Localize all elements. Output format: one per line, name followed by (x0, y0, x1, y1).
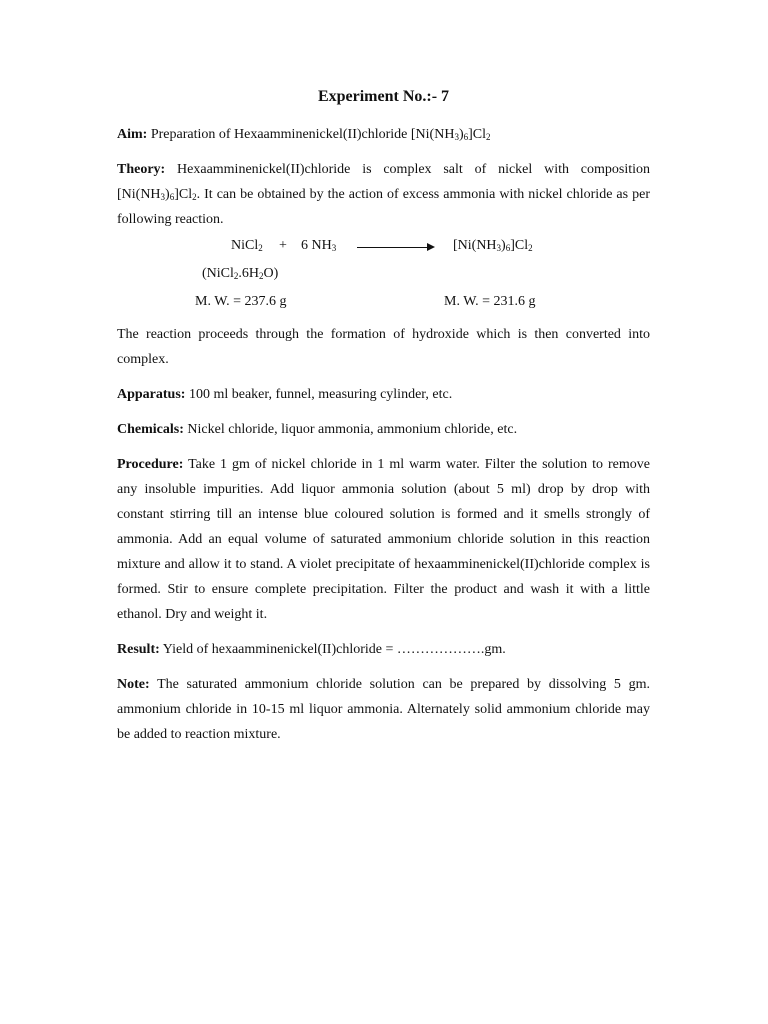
reactant-nh3-main: 6 NH (301, 238, 332, 253)
apparatus-text: 100 ml beaker, funnel, measuring cylinder, etc. (185, 387, 453, 402)
product-text: ]Cl (510, 238, 529, 253)
aim-section (117, 122, 650, 147)
note-section (117, 672, 650, 747)
reaction-arrow-icon (357, 247, 433, 248)
reactant-nicl2-sub: 2 (258, 243, 263, 253)
theory-text: Hexaamminenickel(II)chloride is complex salt of nickel with composition [Ni(NH (117, 162, 650, 202)
reactant-nicl2 (231, 238, 263, 254)
product-sub: 6 (505, 243, 511, 253)
reaction-note: The reaction proceeds through the formation of hydroxide which is then converted into complex. (117, 327, 650, 367)
page-title: Experiment No.:- 7 (317, 88, 450, 105)
aim-sub: 6 (463, 132, 469, 142)
theory-sub: 6 (169, 192, 175, 202)
aim-sub: 2 (486, 132, 491, 142)
hydrate-sub: 2 (259, 271, 264, 281)
result-text: Yield of hexaamminenickel(II)chloride = ……………….gm. (159, 642, 506, 657)
result-label: Result: (117, 642, 160, 657)
theory-sub: 3 (160, 192, 166, 202)
theory-label: Theory: (117, 162, 166, 177)
note-text: The saturated ammonium chloride solution can be prepared by dissolving 5 gm. ammonium chloride in 10-15 ml liquor ammonia. Alternately solid ammonium chloride may be added to reaction mixture. (117, 677, 650, 742)
procedure-section (117, 452, 650, 627)
aim-label: Aim: (117, 127, 148, 142)
theory-text: ]Cl (174, 187, 193, 202)
aim-text-mid: ) (458, 127, 464, 142)
product-sub: 3 (496, 243, 502, 253)
reactant-nh3 (301, 238, 336, 254)
aim-text: Preparation of Hexaamminenickel(II)chloride [Ni(NH (147, 127, 455, 142)
apparatus-section (117, 382, 650, 407)
hydrate-text: .6H (238, 266, 260, 281)
product-complex (453, 238, 533, 254)
mw-reactant: M. W. = 237.6 g (195, 294, 287, 309)
theory-section (117, 157, 650, 232)
procedure-label: Procedure: (117, 457, 184, 472)
procedure-text: Take 1 gm of nickel chloride in 1 ml warm water. Filter the solution to remove any insoluble impurities. Add liquor ammonia solution (about 5 ml) drop by drop with constant stirring till an intense blue coloured solution is formed and it smells strongly of ammonia. Add an equal volume of saturated ammonium chloride solution in this reaction mixture and allow it to stand. A violet precipitate of hexaamminenickel(II)chloride complex is formed. Stir to ensure complete precipitation. Filter the product and wash it with a little ethanol. Dry and weight it. (117, 457, 650, 622)
theory-text: . It can be obtained by the action of excess ammonia with nickel chloride as per following reaction. (117, 187, 650, 227)
reaction-equation (117, 238, 650, 322)
chemicals-label: Chemicals: (117, 422, 184, 437)
mw-product: M. W. = 231.6 g (444, 294, 536, 309)
theory-text: ) (165, 187, 170, 202)
document-page (117, 86, 650, 757)
plus-sign: + (279, 238, 287, 253)
chemicals-text: Nickel chloride, liquor ammonia, ammonium chloride, etc. (183, 422, 518, 437)
reactant-nicl2-main: NiCl (231, 238, 259, 253)
hydrate-sub: 2 (233, 271, 239, 281)
product-text: [Ni(NH (453, 238, 497, 253)
reactant-nh3-sub: 3 (331, 243, 337, 253)
note-label: Note: (117, 677, 150, 692)
hydrate-text: O) (263, 266, 279, 281)
reactant-hydrate (202, 266, 278, 282)
aim-sub: 3 (454, 132, 459, 142)
hydrate-text: (NiCl (202, 266, 234, 281)
product-sub: 2 (528, 243, 533, 253)
result-section (117, 637, 650, 662)
aim-text-mid2: ]Cl (468, 127, 486, 142)
product-text: ) (501, 238, 506, 253)
theory-sub: 2 (192, 192, 197, 202)
chemicals-section (117, 417, 650, 442)
apparatus-label: Apparatus: (117, 387, 186, 402)
